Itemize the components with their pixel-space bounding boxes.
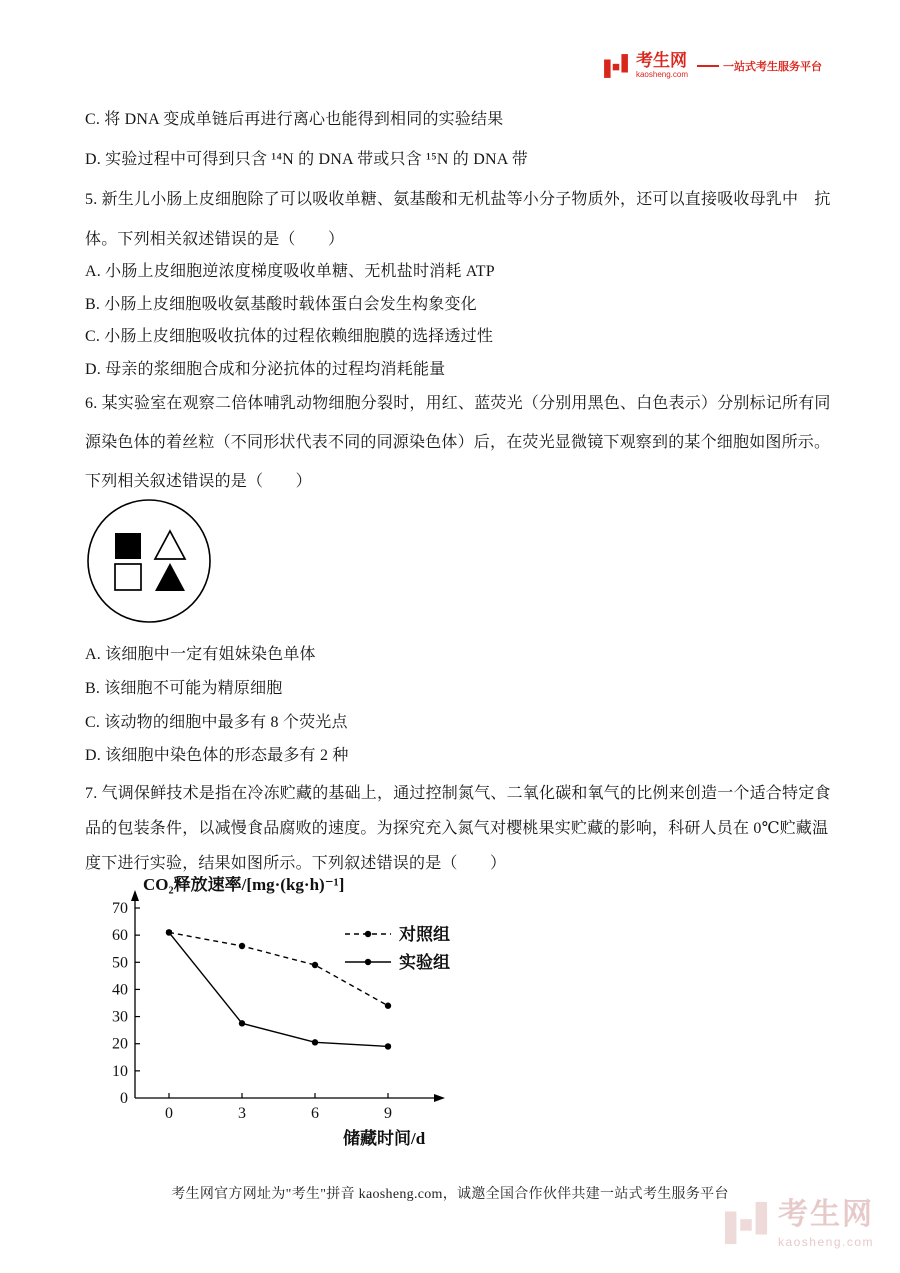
- svg-text:6: 6: [311, 1105, 319, 1122]
- question-6-option-c: C. 该动物的细胞中最多有 8 个荧光点: [85, 714, 348, 731]
- brand-name: 考生网: [635, 51, 687, 70]
- svg-text:50: 50: [112, 954, 128, 972]
- svg-text:30: 30: [112, 1008, 128, 1026]
- svg-text:60: 60: [112, 927, 128, 945]
- filled-square-chromosome: [115, 533, 141, 559]
- svg-text:0: 0: [120, 1090, 128, 1107]
- question-4-option-d: D. 实验过程中可得到只含 ¹⁴N 的 DNA 带或只含 ¹⁵N 的 DNA 带: [85, 151, 528, 168]
- svg-text:3: 3: [238, 1105, 246, 1122]
- svg-text:对照组: 对照组: [399, 925, 450, 944]
- svg-text:9: 9: [384, 1105, 392, 1122]
- question-6-option-b: B. 该细胞不可能为精原细胞: [85, 680, 283, 697]
- watermark-domain: kaosheng.com: [777, 1235, 874, 1249]
- svg-text:20: 20: [112, 1035, 128, 1053]
- tagline-dash: [697, 65, 719, 67]
- question-6-option-a: A. 该细胞中一定有姐妹染色单体: [85, 646, 316, 663]
- kaosheng-watermark-icon: [723, 1200, 769, 1246]
- question-6-stem-line-3: 下列相关叙述错误的是（ ）: [85, 473, 312, 490]
- question-7-stem-line-2: 品的包装条件，以减慢食品腐败的速度。为探究充入氮气对樱桃果实贮藏的影响，科研人员在 0℃贮藏温: [85, 820, 829, 837]
- kaosheng-logo-icon: [603, 53, 629, 79]
- question-5-option-d: D. 母亲的浆细胞合成和分泌抗体的过程均消耗能量: [85, 361, 446, 378]
- brand-tagline: 一站式考生服务平台: [723, 61, 822, 74]
- svg-text:储藏时间/d: 储藏时间/d: [343, 1129, 426, 1148]
- watermark-brand: 考生网: [777, 1198, 874, 1231]
- svg-text:0: 0: [165, 1105, 173, 1122]
- cell-membrane-circle: [88, 500, 210, 622]
- question-5-stem-line-2: 体。下列相关叙述错误的是（ ）: [85, 231, 345, 248]
- question-5-option-c: C. 小肠上皮细胞吸收抗体的过程依赖细胞膜的选择透过性: [85, 328, 494, 345]
- question-6-option-d: D. 该细胞中染色体的形态最多有 2 种: [85, 747, 349, 764]
- svg-text:70: 70: [112, 900, 128, 917]
- outline-triangle-chromosome: [155, 531, 185, 559]
- question-7-stem-line-3: 度下进行实验，结果如图所示。下列叙述错误的是（ ）: [85, 855, 507, 872]
- footer-text: 考生网官方网址为"考生"拼音 kaosheng.com，诚邀全国合作伙伴共建一站式考生服务平台: [171, 1187, 729, 1202]
- question-6-stem-line-2: 源染色体的着丝粒（不同形状代表不同的同源染色体）后，在荧光显微镜下观察到的某个细胞如图所示。: [85, 434, 831, 451]
- watermark-logo: [723, 1200, 874, 1249]
- outline-square-chromosome: [115, 564, 141, 590]
- svg-text:40: 40: [112, 981, 128, 999]
- cell-diagram: [85, 497, 213, 625]
- question-6-stem-line-1: 6. 某实验室在观察二倍体哺乳动物细胞分裂时，用红、蓝荧光（分别用黑色、白色表示）分别标记所有同: [85, 395, 831, 412]
- question-5-stem-line-1: 5. 新生儿小肠上皮细胞除了可以吸收单糖、氨基酸和无机盐等小分子物质外，还可以直接吸收母乳中 抗: [85, 191, 831, 208]
- question-5-option-b: B. 小肠上皮细胞吸收氨基酸时载体蛋白会发生构象变化: [85, 296, 477, 313]
- site-logo: [603, 52, 822, 80]
- filled-triangle-chromosome: [155, 563, 185, 591]
- question-5-option-a: A. 小肠上皮细胞逆浓度梯度吸收单糖、无机盐时消耗 ATP: [85, 263, 495, 280]
- svg-text:CO₂释放速率/[mg·(kg·h)⁻¹]: CO₂释放速率/[mg·(kg·h)⁻¹]: [143, 876, 345, 894]
- question-4-option-c: C. 将 DNA 变成单链后再进行离心也能得到相同的实验结果: [85, 111, 504, 128]
- svg-text:10: 10: [112, 1062, 128, 1080]
- co2-release-line-chart: [95, 876, 525, 1156]
- brand-domain: kaosheng.com: [635, 69, 688, 79]
- svg-text:实验组: 实验组: [399, 953, 450, 972]
- question-7-stem-line-1: 7. 气调保鲜技术是指在冷冻贮藏的基础上，通过控制氮气、二氧化碳和氧气的比例来创造一个适合特定食: [85, 785, 831, 802]
